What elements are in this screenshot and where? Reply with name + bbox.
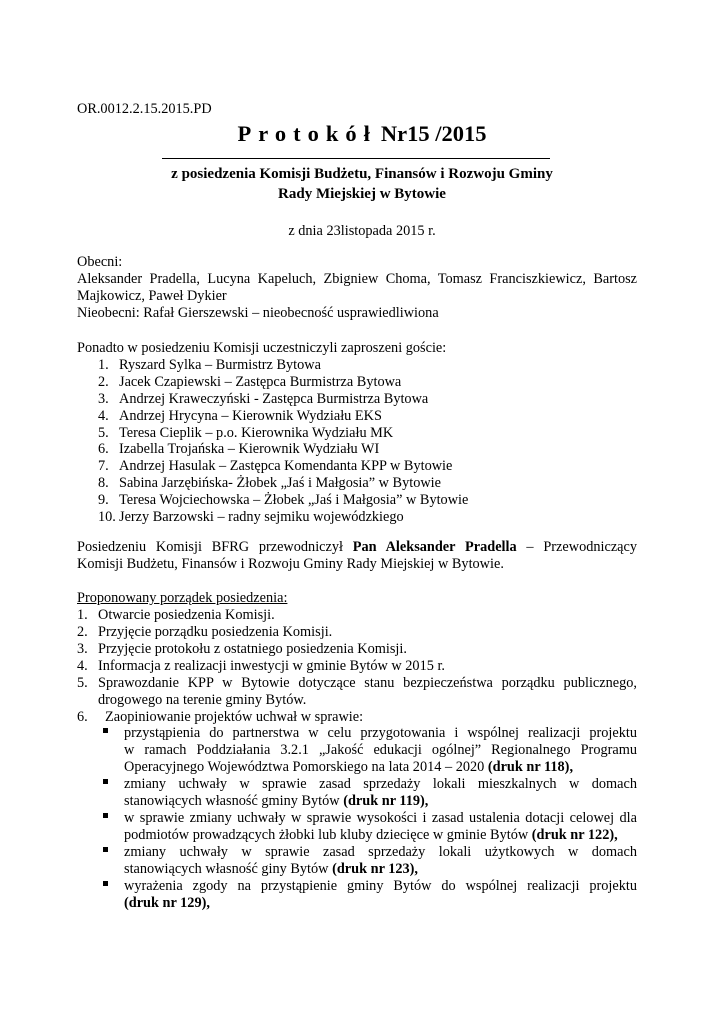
list-text: Izabella Trojańska – Kierownik Wydziału WI: [119, 441, 380, 458]
list-number: 5.: [98, 424, 109, 441]
list-number: 3.: [77, 641, 88, 657]
absent-members: Nieobecni: Rafał Gierszewski – nieobecność usprawiedliwiona: [77, 305, 439, 321]
list-text-line2: [124, 895, 637, 912]
list-item: [99, 878, 637, 912]
list-text: Informacja z realizacji inwestycji w gminie Bytów w 2015 r.: [98, 658, 445, 674]
list-text: Jerzy Barzowski – radny sejmiku wojewódzkiego: [119, 509, 404, 526]
resolutions-list: [99, 725, 637, 912]
list-item: [77, 675, 637, 709]
list-text-line2: [124, 827, 637, 844]
list-text: Andrzej Kraweczyński - Zastępca Burmistrza Bytowa: [119, 390, 429, 407]
list-number: 10.: [98, 509, 116, 526]
guests-list: [98, 357, 468, 526]
list-number: 4.: [77, 658, 88, 674]
list-item: [99, 810, 637, 844]
present-members: [77, 271, 637, 305]
list-item: [98, 509, 468, 526]
list-text-line2: w ramach Poddziałania 3.2.1 „Jakość edukacji ogólnej” Regionalnego Programu: [124, 742, 637, 758]
list-text: Andrzej Hrycyna – Kierownik Wydziału EKS: [119, 407, 382, 424]
list-text-line2: [124, 793, 637, 810]
list-text-line1: zmiany uchwały w sprawie zasad sprzedaży lokali użytkowych w domach: [124, 844, 637, 860]
list-text: Otwarcie posiedzenia Komisji.: [98, 607, 275, 623]
list-text-line1: zmiany uchwały w sprawie zasad sprzedaży lokali mieszkalnych w domach: [124, 776, 637, 792]
square-bullet-icon: [103, 728, 108, 733]
list-text: Przyjęcie porządku posiedzenia Komisji.: [98, 624, 333, 640]
list-number: 6.: [98, 441, 109, 458]
list-number: 9.: [98, 492, 109, 509]
list-item: [98, 475, 468, 492]
list-item: [98, 357, 468, 374]
list-text: Operacyjnego Województwa Pomorskiego na lata 2014 – 2020: [124, 759, 485, 775]
chair-line2: Komisji Budżetu, Finansów i Rozwoju Gminy Rady Miejskiej w Bytowie.: [77, 556, 504, 572]
list-number: 7.: [98, 458, 109, 475]
chair-suffix: – Przewodniczący: [526, 539, 638, 555]
list-item: [77, 641, 637, 658]
chair-name: Pan Aleksander Pradella: [352, 539, 517, 555]
list-item: [98, 441, 468, 458]
page-title: [0, 120, 724, 148]
list-text: Teresa Cieplik – p.o. Kierownika Wydziału MK: [119, 424, 394, 441]
list-text-line2: [124, 861, 637, 878]
list-item: [77, 709, 637, 726]
list-number: 2.: [98, 373, 109, 390]
list-text: Sabina Jarzębińska- Żłobek „Jaś i Małgosia” w Bytowie: [119, 475, 441, 492]
print-number: (druk nr 122),: [531, 827, 618, 843]
list-item: [77, 624, 637, 641]
list-item: [98, 408, 468, 425]
list-text: Przyjęcie protokołu z ostatniego posiedzenia Komisji.: [98, 641, 407, 657]
list-item: [99, 725, 637, 776]
list-number: 6.: [77, 709, 88, 725]
document-reference: OR.0012.2.15.2015.PD: [77, 101, 212, 117]
square-bullet-icon: [103, 813, 108, 818]
list-text-line1: Sprawozdanie KPP w Bytowie dotyczące stanu bezpieczeństwa porządku publicznego,: [98, 675, 637, 691]
title-underline: [162, 158, 550, 159]
list-item: [99, 776, 637, 810]
list-number: 4.: [98, 407, 109, 424]
square-bullet-icon: [103, 779, 108, 784]
print-number: (druk nr 118),: [487, 759, 574, 775]
agenda-title: Proponowany porządek posiedzenia:: [77, 590, 288, 606]
print-number: (druk nr 119),: [343, 793, 429, 809]
square-bullet-icon: [103, 847, 108, 852]
list-text-line2: drogowego na terenie gminy Bytów.: [98, 692, 307, 708]
chair-prefix: Posiedzeniu Komisji BFRG przewodniczył: [77, 539, 343, 555]
list-item: [98, 458, 468, 475]
list-text-line1: wyrażenia zgody na przystąpienie gminy Bytów do wspólnej realizacji projektu: [124, 878, 637, 894]
list-number: 5.: [77, 675, 88, 691]
present-line1: Aleksander Pradella, Lucyna Kapeluch, Zbigniew Choma, Tomasz Franciszkiewicz, Bartosz: [77, 271, 637, 287]
list-item: [99, 844, 637, 878]
subtitle-line1: z posiedzenia Komisji Budżetu, Finansów i Rozwoju Gminy: [171, 166, 553, 182]
list-number: 8.: [98, 475, 109, 492]
list-text: Ryszard Sylka – Burmistrz Bytowa: [119, 357, 321, 373]
meeting-date: z dnia 23listopada 2015 r.: [288, 223, 436, 239]
list-text-line1: w sprawie zmiany uchwały w sprawie wysokości i zasad ustalenia dotacji celowej dla: [124, 810, 637, 826]
list-item: [98, 425, 468, 442]
present-line2: Majkowicz, Paweł Dykier: [77, 288, 227, 304]
list-item: [98, 374, 468, 391]
agenda-list: [77, 607, 637, 726]
square-bullet-icon: [103, 881, 108, 886]
list-text: Zaopiniowanie projektów uchwał w sprawie:: [105, 709, 364, 725]
list-text-line3: [124, 759, 637, 776]
list-item: [77, 658, 637, 675]
list-item: [77, 607, 637, 624]
list-text: Jacek Czapiewski – Zastępca Burmistrza Bytowa: [119, 373, 402, 390]
list-text-line1: przystąpienia do partnerstwa w celu przygotowania i wspólnej realizacji projektu: [124, 725, 637, 741]
list-text: Andrzej Hasulak – Zastępca Komendanta KPP w Bytowie: [119, 458, 453, 475]
list-text: Teresa Wojciechowska – Żłobek „Jaś i Małgosia” w Bytowie: [119, 492, 469, 509]
list-item: [98, 391, 468, 408]
guests-intro: Ponadto w posiedzeniu Komisji uczestniczyli zaproszeni goście:: [77, 340, 447, 356]
list-text: stanowiących własność giny Bytów: [124, 861, 329, 877]
chair-paragraph: [77, 539, 637, 573]
print-number: (druk nr 129),: [124, 895, 210, 911]
list-item: [98, 492, 468, 509]
list-number: 3.: [98, 390, 109, 407]
list-text: stanowiących własność gminy Bytów: [124, 793, 340, 809]
list-number: 1.: [98, 357, 109, 373]
title-number: Nr15 /2015: [380, 121, 487, 146]
list-text: podmiotów prowadzących żłobki lub kluby dziecięce w gminie Bytów: [124, 827, 529, 843]
list-number: 1.: [77, 607, 88, 623]
chair-line1: [77, 539, 637, 556]
print-number: (druk nr 123),: [332, 861, 419, 877]
title-word: Protokół: [237, 121, 377, 146]
present-label: Obecni:: [77, 254, 123, 270]
list-number: 2.: [77, 624, 88, 640]
subtitle-line2: Rady Miejskiej w Bytowie: [278, 186, 446, 202]
